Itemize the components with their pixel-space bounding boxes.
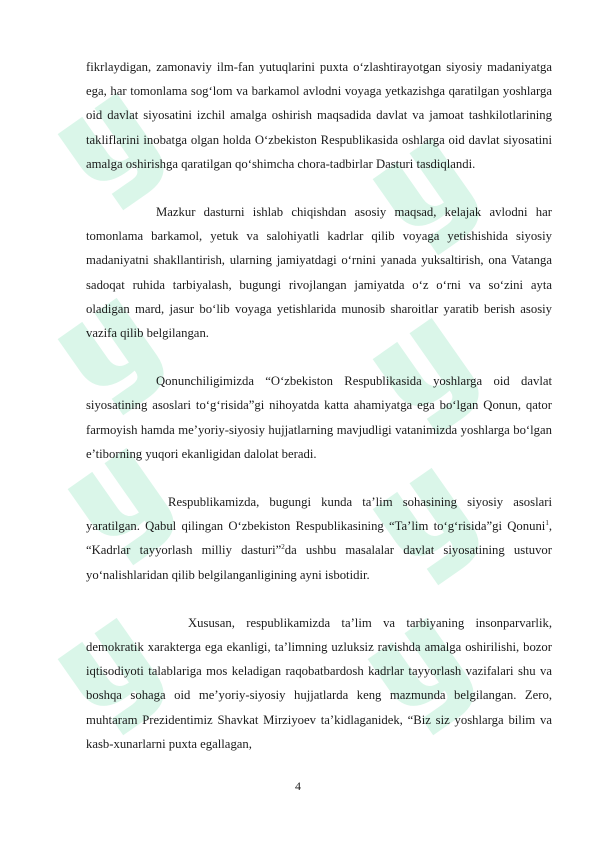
page-number: 4: [295, 779, 301, 793]
paragraph-1: [86, 55, 552, 176]
text-run: Xususan, respublikamizda ta’lim va tarbiyaning insonparvarlik, demokratik xarakterga ega ekanligi, ta’limning uzluksiz ravishda amalga oshirilishi, bozor iqtisodiyoti talablariga mos keladigan raqobatbardosh kadrlar tayyorlash vazifalari shu va boshqa sohaga oid me’yoriy-siyosiy hujjatlarda keng mazmunda belgilangan. Zero, muhtaram Prezidentimiz Shavkat Mirziyoev ta’kidlaganidek, “Biz siz yoshlarga bilim va kasb-xunarlarni puxta egallagan,: [86, 615, 552, 751]
body-text: [86, 55, 552, 780]
paragraph-4: [86, 490, 552, 587]
text-run: da ushbu masalalar davlat siyosatining ustuvor yo‘nalishlaridan qilib belgilanganligining ayni isbotidir.: [86, 543, 552, 582]
text-run: Qonunchiligimizda “O‘zbekiston Respublikasida yoshlarga oid davlat siyosatining asoslari to‘g‘risida”gi nihoyatda katta ahamiyatga ega bo‘lgan Qonun, qator farmoyish hamda me’yoriy-siyosiy hujjatlarning mavjudligi vatanimizda yoshlarga bo‘lgan e’tiborning yuqori ekanligidan dalolat beradi.: [86, 374, 552, 461]
footnote-marker: 1: [545, 519, 549, 528]
paragraph-5: [86, 611, 552, 756]
text-run: fikrlaydigan, zamonaviy ilm-fan yutuqlarini puxta o‘zlashtirayotgan siyosiy madaniyatga ega, har tomonlama sog‘lom va barkamol avlodni voyaga yetkazishga qaratilgan yoshlarga oid davlat siyosatini izchil amalga oshirish maqsadida davlat va jamoat tashkilotlarining takliflarini inobatga olgan holda O‘zbekiston Respublikasida oshlarga oid davlat siyosatini amalga oshirishga qaratilgan qo‘shimcha chora-tadbirlar Dasturi tasdiqlandi.: [86, 60, 552, 171]
text-run: Mazkur dasturni ishlab chiqishdan asosiy maqsad, kelajak avlodni har tomonlama barkamol, yetuk va salohiyatli kadrlar qilib voyaga yetishishida siyosiy madaniyatni shakllantirish, ularning jamiyatdagi o‘rnini yanada yuksaltirish, ona Vatanga sadoqat ruhida tarbiyalash, bugungi rivojlangan jamiyatda o‘z o‘rni va so‘zini ayta oladigan mard, jasur bo‘lib voyaga yetishlarida munosib sharoitlar yaratib berish asosiy vazifa qilib belgilangan.: [86, 205, 552, 341]
paragraph-3: [86, 369, 552, 466]
text-run: , “Kadrlar tayyorlash milliy dasturi”: [86, 519, 552, 558]
paragraph-2: [86, 200, 552, 345]
text-run: Respublikamizda, bugungi kunda ta’lim sohasining siyosiy asoslari yaratilgan. Qabul qilingan O‘zbekiston Respublikasining “Ta’lim to‘g‘risida”gi Qonuni: [86, 495, 552, 534]
footnote-marker: 2: [281, 543, 285, 552]
